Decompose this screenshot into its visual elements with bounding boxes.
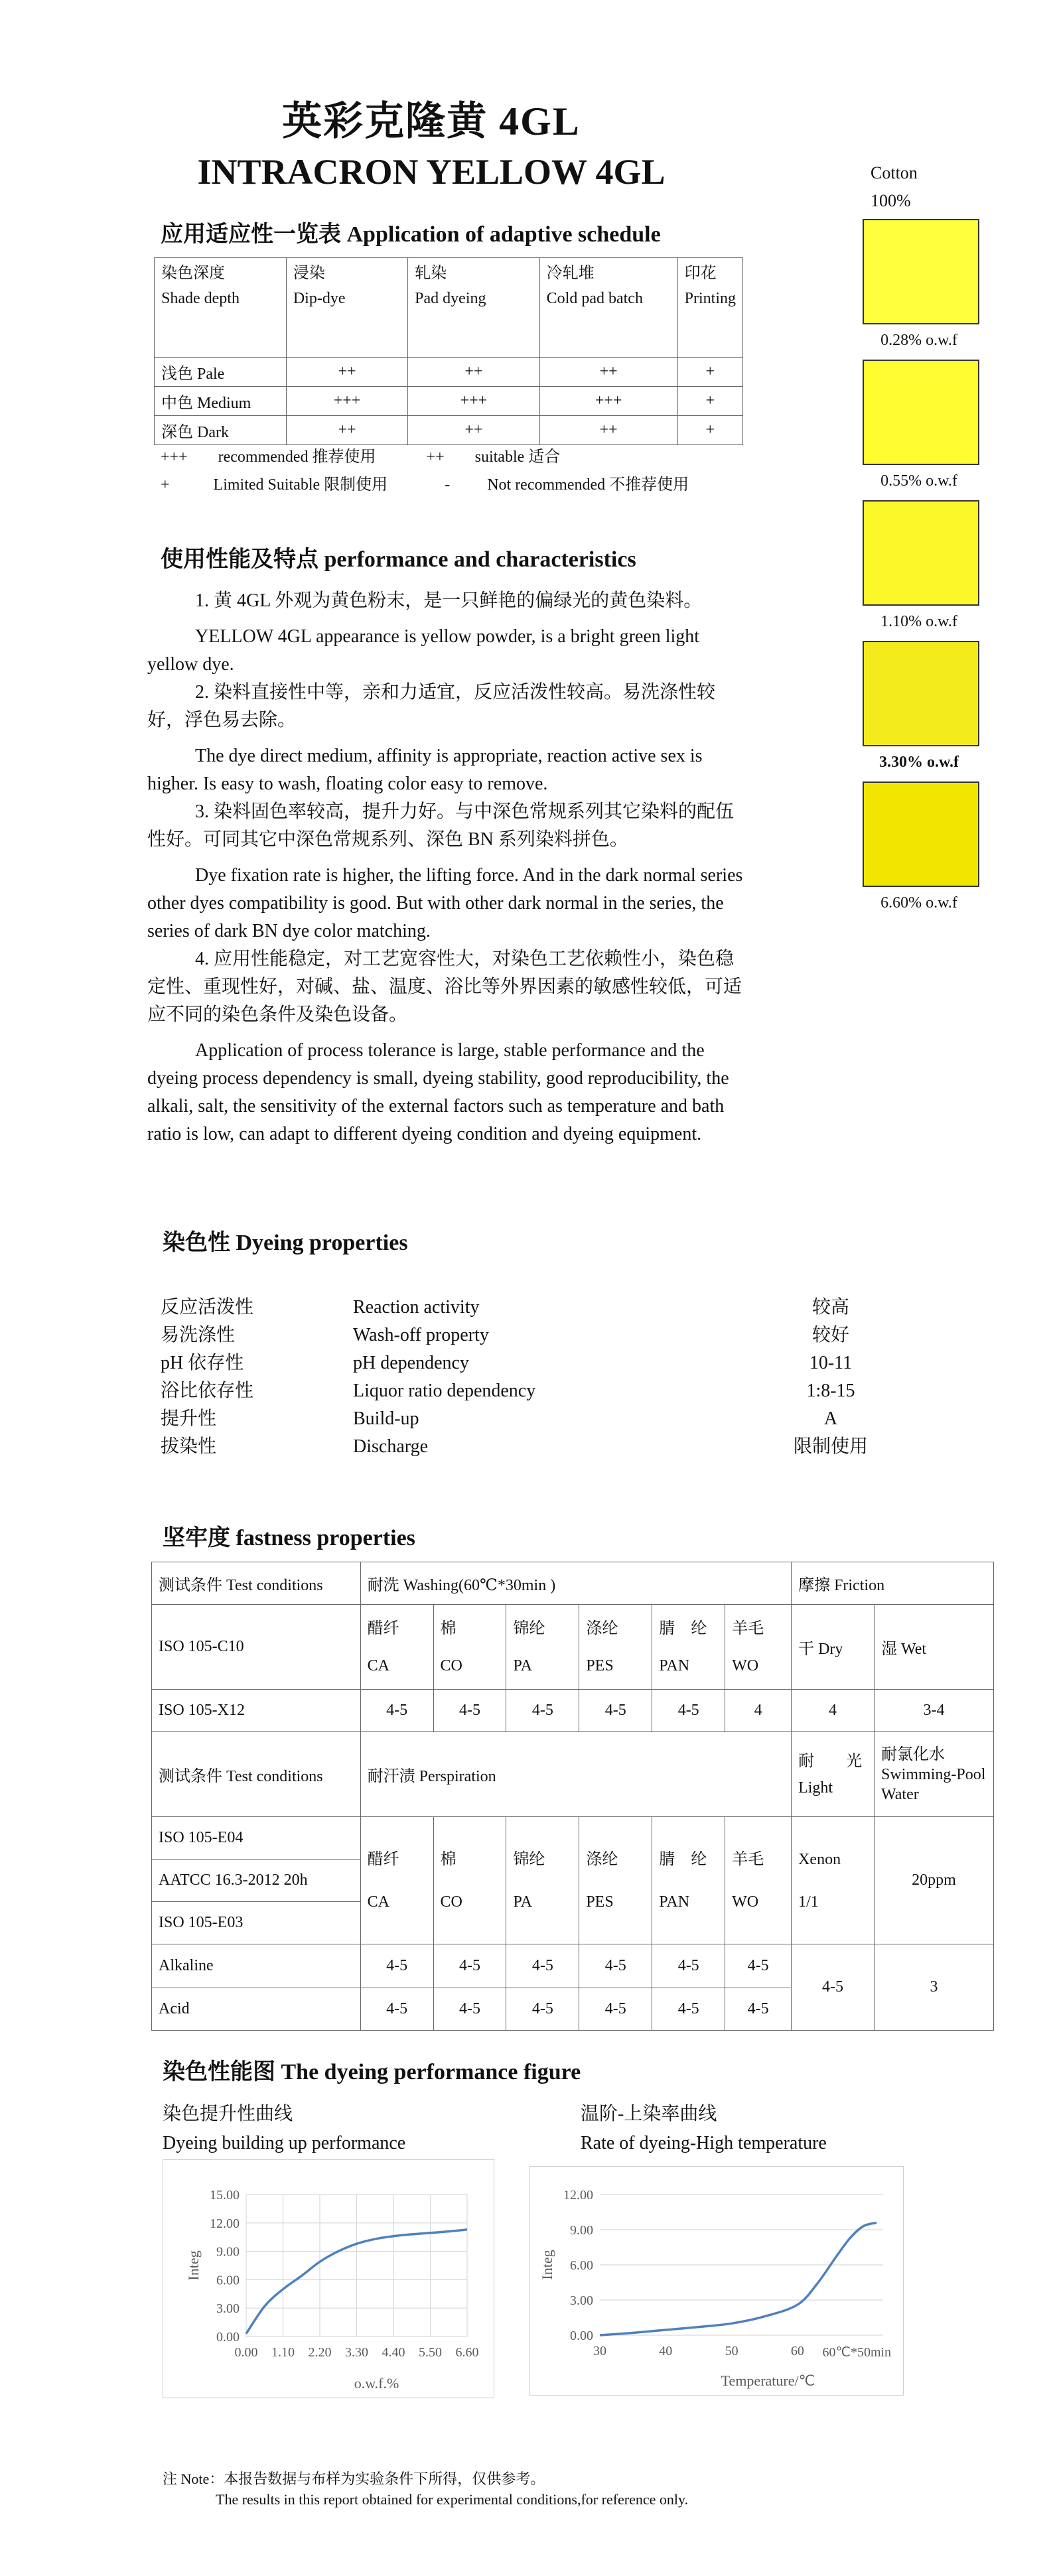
- property-row: [161, 1322, 917, 1349]
- property-value: 1:8-15: [806, 1381, 855, 1401]
- fastness-row-perspiration-header: [152, 1732, 994, 1817]
- light-label: 耐 光 Light: [792, 1732, 875, 1817]
- property-row: [161, 1294, 917, 1322]
- xenon-cell: Xenon 1/1: [792, 1817, 875, 1944]
- legend-text: suitable 适合: [474, 448, 561, 466]
- cell: 4-5: [360, 1690, 433, 1732]
- chlorine-fastness-value: 3: [875, 1944, 994, 2031]
- property-cn: pH 依存性: [161, 1353, 244, 1373]
- rate-of-dyeing-chart: [529, 2166, 904, 2396]
- y-tick-label: 6.00: [570, 2258, 593, 2273]
- paragraph-3-en: Dye fixation rate is higher, the lifting force. And in the dark normal series other dyes compatibility is good. But with other dark normal in the series, the series of dark BN dye color matching.: [147, 865, 743, 941]
- y-tick-label: 0.00: [570, 2329, 593, 2343]
- swatch-label-5: 6.60% o.w.f: [880, 894, 957, 912]
- fiber-wo: 羊毛 WO: [725, 1817, 792, 1944]
- y-tick-label: 6.00: [216, 2273, 240, 2288]
- cell: 4-5: [506, 1690, 579, 1732]
- y-tick-label: 9.00: [216, 2244, 240, 2260]
- property-cn: 拔染性: [161, 1436, 217, 1457]
- friction-wet: 湿 Wet: [875, 1605, 994, 1690]
- color-swatch-4: [863, 641, 979, 746]
- application-row-pale: [155, 358, 743, 387]
- y-axis-label: Integ: [539, 2250, 555, 2280]
- chlorinated-water-label: 耐氯化水 Swimming-Pool Water: [875, 1732, 994, 1817]
- property-cn: 提升性: [161, 1408, 217, 1429]
- cell: 4-5: [360, 1988, 433, 2031]
- cell: 4-5: [506, 1988, 579, 2031]
- property-value: 10-11: [809, 1353, 853, 1373]
- swatch-header: [871, 159, 918, 215]
- property-en: pH dependency: [353, 1353, 469, 1373]
- legend-text: Not recommended 不推荐使用: [487, 476, 689, 494]
- application-heading: 应用适应性一览表 Application of adaptive schedule: [161, 222, 661, 247]
- cell: 4-5: [652, 1690, 725, 1732]
- footnote-1: 注 Note：本报告数据与布样为实验条件下所得，仅供参考。: [163, 2471, 545, 2487]
- cell: +++: [539, 387, 677, 416]
- row-label: 浅色 Pale: [155, 358, 287, 387]
- cell: 4-5: [433, 1690, 506, 1732]
- legend-line-2: [161, 471, 689, 494]
- fastness-table: [151, 1562, 994, 2031]
- cell: +++: [286, 387, 407, 416]
- fastness-row-alkaline: [152, 1944, 994, 1988]
- property-value: 较高: [811, 1297, 849, 1318]
- property-row: [161, 1377, 917, 1405]
- header-cold-pad-batch: 冷轧堆 Cold pad batch: [539, 258, 677, 358]
- header-shade-depth: 染色深度 Shade depth: [155, 258, 287, 358]
- cell: ++: [286, 416, 407, 445]
- cell: 4-5: [360, 1944, 433, 1988]
- application-table: [154, 257, 743, 445]
- application-row-medium: [155, 387, 743, 416]
- cell: ++: [408, 358, 539, 387]
- x-tick-label: 60: [790, 2344, 804, 2358]
- acid-label: Acid: [152, 1988, 361, 2031]
- cell: ++: [539, 416, 677, 445]
- color-swatch-2: [863, 360, 979, 465]
- property-value: 较好: [811, 1325, 849, 1345]
- fiber-pan: 腈 纶 PAN: [652, 1817, 725, 1944]
- left-chart-title-en: Dyeing building up performance: [163, 2133, 406, 2153]
- x-tick-label: 3.30: [345, 2345, 368, 2360]
- left-chart-title-cn: 染色提升性曲线: [163, 2104, 293, 2124]
- right-chart-title: [581, 2100, 827, 2158]
- fastness-row-washing-header: [152, 1562, 994, 1605]
- application-row-dark: [155, 416, 743, 445]
- application-header-row: [155, 258, 743, 358]
- fastness-row-x12: [152, 1690, 994, 1732]
- legend-line-1: [161, 443, 560, 466]
- paragraph-4-en: Application of process tolerance is large, stable performance and the dyeing process dependency is small, dyeing stability, good reproducibility, the alkali, salt, the sensitivity of the external factors such as temperature and bath ratio is low, can adapt to different dyeing condition and dyeing equipment.: [147, 1040, 729, 1144]
- cell: 4-5: [433, 1988, 506, 2031]
- series-line: [600, 2222, 877, 2335]
- property-en: Build-up: [353, 1408, 419, 1429]
- swatch-label-1: 0.28% o.w.f: [880, 332, 957, 349]
- y-axis-label: Integ: [185, 2250, 202, 2281]
- fiber-co: 棉 CO: [433, 1605, 506, 1690]
- washing-label: 耐洗 Washing(60℃*30min ): [360, 1562, 791, 1605]
- cell: +: [677, 416, 742, 445]
- swatch-header-fiber: Cotton: [871, 163, 918, 182]
- footnote-2: The results in this report obtained for experimental conditions,for reference only.: [216, 2491, 689, 2508]
- paragraph-2-en: The dye direct medium, affinity is appropriate, reaction active sex is higher. Is easy to wash, floating color easy to remove.: [147, 746, 703, 794]
- performance-heading: 使用性能及特点 performance and characteristics: [161, 547, 636, 572]
- cell: 4-5: [579, 1944, 652, 1988]
- dyeing-properties-heading: 染色性 Dyeing properties: [163, 1231, 408, 1255]
- cell: 4-5: [506, 1944, 579, 1988]
- property-cn: 易洗涤性: [161, 1325, 236, 1345]
- row-label: 中色 Medium: [155, 387, 287, 416]
- y-tick-label: 9.00: [570, 2223, 593, 2238]
- paragraph-2-cn: 2. 染料直接性中等，亲和力适宜，反应活泼性较高。易洗涤性较好，浮色易去除。: [147, 682, 716, 730]
- friction-label: 摩擦 Friction: [792, 1562, 994, 1605]
- swatch-label-3: 1.10% o.w.f: [880, 613, 957, 630]
- test-conditions-label: 测试条件 Test conditions: [152, 1732, 361, 1817]
- x-tick-label: 1.10: [271, 2345, 295, 2360]
- alkaline-label: Alkaline: [152, 1944, 361, 1988]
- legend-symbol: +: [161, 476, 170, 494]
- cell: ++: [286, 358, 407, 387]
- x-tick-label: 30: [593, 2344, 606, 2358]
- cell: +++: [408, 387, 539, 416]
- property-row: [161, 1405, 917, 1433]
- fiber-ca: 醋纤 CA: [360, 1605, 433, 1690]
- light-fastness-value: 4-5: [792, 1944, 875, 2031]
- swatch-label-4: 3.30% o.w.f: [879, 754, 959, 771]
- header-pad-dyeing: 轧染 Pad dyeing: [408, 258, 539, 358]
- fiber-ca: 醋纤 CA: [360, 1817, 433, 1944]
- property-cn: 浴比依存性: [161, 1381, 254, 1401]
- paragraph-1-en: YELLOW 4GL appearance is yellow powder, is a bright green light yellow dye.: [147, 626, 700, 675]
- y-tick-label: 12.00: [210, 2216, 240, 2231]
- iso-c10: ISO 105-C10: [152, 1605, 361, 1690]
- property-cn: 反应活泼性: [161, 1297, 254, 1318]
- header-dip-dye: 浸染 Dip-dye: [286, 258, 407, 358]
- color-swatch-1: [863, 219, 979, 324]
- x-axis-label: o.w.f.%: [354, 2375, 399, 2392]
- fastness-row-e04: [152, 1817, 994, 1860]
- paragraph-3-cn: 3. 染料固色率较高，提升力好。与中深色常规系列其它染料的配伍性好。可同其它中深色常规系列、深色 BN 系列染料拼色。: [147, 801, 735, 850]
- x-tick-label: 4.40: [382, 2345, 405, 2360]
- dyeing-properties-list: [161, 1294, 917, 1461]
- friction-dry: 干 Dry: [792, 1605, 875, 1690]
- property-en: Wash-off property: [353, 1325, 489, 1345]
- property-row: [161, 1349, 917, 1377]
- x-tick-label: 40: [659, 2344, 673, 2358]
- fiber-pan: 腈 纶 PAN: [652, 1605, 725, 1690]
- property-en: Discharge: [353, 1436, 428, 1457]
- y-tick-label: 0.00: [216, 2330, 240, 2344]
- row-label: 深色 Dark: [155, 416, 287, 445]
- cell: 4: [725, 1690, 792, 1732]
- cell: +: [677, 358, 742, 387]
- swatch-label-2: 0.55% o.w.f: [880, 472, 957, 490]
- page-title-en: INTRACRON YELLOW 4GL: [197, 152, 666, 192]
- y-tick-label: 3.00: [570, 2293, 593, 2308]
- cell: 3-4: [875, 1690, 994, 1732]
- iso-x12: ISO 105-X12: [152, 1690, 361, 1732]
- paragraph-1-cn: 1. 黄 4GL 外观为黄色粉末，是一只鲜艳的偏绿光的黄色染料。: [195, 590, 703, 611]
- cell: 4-5: [725, 1988, 792, 2031]
- fastness-row-fibers: [152, 1605, 994, 1690]
- y-tick-label: 3.00: [216, 2301, 240, 2317]
- property-row: [161, 1433, 917, 1461]
- fiber-pes: 涤纶 PES: [579, 1817, 652, 1944]
- right-chart-title-cn: 温阶-上染率曲线: [581, 2104, 717, 2124]
- cell: 4-5: [652, 1944, 725, 1988]
- right-chart-title-en: Rate of dyeing-High temperature: [581, 2133, 827, 2153]
- fiber-pa: 锦纶 PA: [506, 1817, 579, 1944]
- cell: ++: [408, 416, 539, 445]
- property-value: 限制使用: [793, 1436, 868, 1457]
- color-swatch-5: [863, 781, 979, 887]
- x-axis-label: Temperature/℃: [721, 2372, 815, 2389]
- color-swatch-3: [863, 500, 979, 606]
- figure-heading: 染色性能图 The dyeing performance figure: [163, 2060, 581, 2084]
- fiber-co: 棉 CO: [433, 1817, 506, 1944]
- chlorine-ppm: 20ppm: [875, 1817, 994, 1944]
- cell: 4-5: [725, 1944, 792, 1988]
- test-conditions-label: 测试条件 Test conditions: [152, 1562, 361, 1605]
- x-tick-label: 2.20: [308, 2345, 332, 2360]
- x-tick-label: 50: [725, 2344, 738, 2358]
- iso-e04: ISO 105-E04: [152, 1817, 361, 1860]
- perspiration-label: 耐汗渍 Perspiration: [360, 1732, 791, 1817]
- x-tick-label: 6.60: [455, 2345, 479, 2360]
- build-up-chart: [163, 2159, 494, 2398]
- page-title-cn: 英彩克隆黄 4GL: [282, 100, 581, 143]
- y-tick-label: 15.00: [210, 2188, 240, 2203]
- cell: 4-5: [579, 1988, 652, 2031]
- swatch-header-percent: 100%: [871, 191, 911, 210]
- x-tick-label: 60℃*50min: [822, 2345, 892, 2360]
- fiber-pa: 锦纶 PA: [506, 1605, 579, 1690]
- aatcc-standard: AATCC 16.3-2012 20h: [152, 1860, 361, 1902]
- legend-text: Limited Suitable 限制使用: [213, 476, 388, 494]
- fiber-pes: 涤纶 PES: [579, 1605, 652, 1690]
- header-printing: 印花 Printing: [677, 258, 742, 358]
- performance-body: [147, 587, 744, 1148]
- y-tick-label: 12.00: [563, 2188, 593, 2203]
- iso-e03: ISO 105-E03: [152, 1902, 361, 1944]
- cell: 4-5: [433, 1944, 506, 1988]
- fiber-wo: 羊毛 WO: [725, 1605, 792, 1690]
- property-en: Liquor ratio dependency: [353, 1381, 536, 1401]
- x-tick-label: 5.50: [419, 2345, 442, 2360]
- legend-symbol: ++: [426, 448, 445, 466]
- x-tick-label: 0.00: [234, 2345, 258, 2360]
- legend-symbol: -: [445, 476, 451, 494]
- cell: 4-5: [652, 1988, 725, 2031]
- left-chart-title: [163, 2100, 405, 2158]
- fastness-heading: 坚牢度 fastness properties: [163, 1526, 415, 1550]
- property-value: A: [823, 1408, 838, 1429]
- cell: +: [677, 387, 742, 416]
- cell: 4: [792, 1690, 875, 1732]
- property-en: Reaction activity: [353, 1297, 480, 1318]
- cell: ++: [539, 358, 677, 387]
- legend-text: recommended 推荐使用: [218, 448, 376, 466]
- cell: 4-5: [579, 1690, 652, 1732]
- paragraph-4-cn: 4. 应用性能稳定，对工艺宽容性大，对染色工艺依赖性小，染色稳定性、重现性好，对碱、盐、温度、浴比等外界因素的敏感性较低，可适应不同的染色条件及染色设备。: [147, 949, 742, 1025]
- legend-symbol: +++: [161, 448, 188, 466]
